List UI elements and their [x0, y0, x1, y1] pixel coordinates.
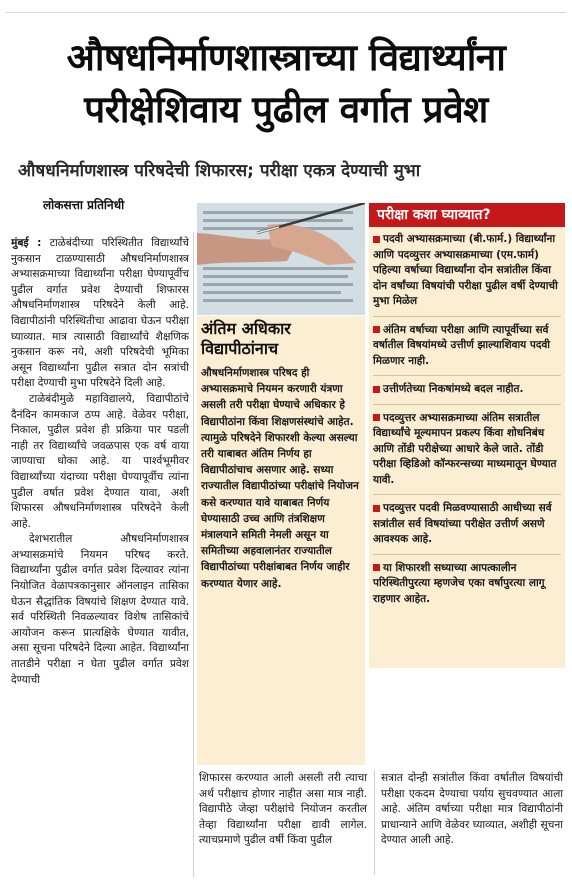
list-item-text: पदव्युत्तर पदवी मिळवण्यासाठी आधीच्या सर्व सत्रांतील सर्व विषयांच्या परीक्षेत उत्तीर्ण असणे आवश्यक आहे.	[373, 502, 552, 545]
article-paragraph-1-text: टाळेबंदीच्या परिस्थितीत विद्यार्थ्यांचे नुकसान टाळण्यासाठी औषधनिर्माणशास्त्र अभ्यासक्रमाच्या विद्यार्थ्यांना परीक्षा घेण्यापूर्वीच पुढील वर्गात प्रवेश देण्याची शिफारस औषधनिर्माणशास्त्र परिषदेने केली आहे. विद्यापीठांनी परिस्थितीचा आढावा घेऊन परीक्षा घ्याव्यात. मात्र त्यासाठी विद्यार्थ्यांचे शैक्षणिक नुकसान करू नये, अशी परिषदेची भूमिका असून विद्यार्थ्यांना पुढील सत्रात दोन सत्रांची परीक्षा देण्याची मुभा परिषदेने दिली आहे.	[11, 237, 189, 390]
byline: लोकसत्ता प्रतिनिधी	[43, 198, 125, 212]
list-item-text: अंतिम वर्षाच्या परीक्षा आणि त्यापूर्वीच्या सर्व वर्षातील विषयांमध्ये उत्तीर्ण झाल्याशिवाय पदवी मिळणार नाही.	[373, 323, 551, 367]
sidebar-title: अंतिम अधिकार विद्यापीठांनाच	[201, 319, 291, 358]
headline-line-1: औषधनिर्माणशास्त्राच्या विद्यार्थ्यांना	[66, 36, 506, 79]
article-paragraph-1	[11, 236, 189, 392]
headline-line-2: परीक्षेशिवाय पुढील वर्गात प्रवेश	[84, 88, 488, 131]
list-item	[373, 323, 561, 377]
article-column-2: शिफारस करण्यात आली असली तरी त्याचा अर्थ परीक्षाच होणार नाहीत असा मात्र नाही. विद्यापीठे जेव्हा परीक्षांचे नियोजन करतील तेव्हा विद्यार्थ्यांना परीक्षा द्यावी लागेल. त्याचप्रमाणे पुढील वर्षी किंवा पुढील	[199, 772, 367, 847]
column-divider	[374, 770, 375, 875]
article-column-1	[11, 236, 189, 876]
list-item	[373, 382, 561, 405]
bullet-square-icon	[373, 505, 380, 512]
list-item-text: उत्तीर्णतेच्या निकषांमध्ये बदल नाहीत.	[383, 383, 524, 395]
bullet-square-icon	[373, 236, 380, 243]
bullet-square-icon	[373, 414, 380, 421]
column-divider	[193, 232, 194, 877]
dateline: मुंबई :	[11, 237, 42, 249]
subheadline: औषधनिर्माणशास्त्र परिषदेची शिफारस; परीक्षा एकत्र देण्याची मुभा	[18, 161, 421, 181]
exam-photo	[197, 203, 365, 315]
list-item	[373, 561, 561, 614]
sidebar-body: औषधनिर्माणशास्त्र परिषद ही अभ्यासक्रमाचे नियमन करणारी यंत्रणा असली तरी परीक्षा घेण्याचे अधिकार हे विद्यापीठांना किंवा शिक्षणसंस्थांचे आहेत. त्यामुळे परिषदेने शिफारशी केल्या असल्या तरी याबाबत अंतिम निर्णय हा विद्यापीठांचाच असणार आहे. सध्या राज्यातील विद्यापीठांच्या परीक्षांचे नियोजन कसे करण्यात यावे याबाबत निर्णय घेण्यासाठी उच्च आणि तंत्रशिक्षण मंत्रालयाने समिती नेमली असून या समितीच्या अहवालानंतर राज्यातील विद्यापीठांच्या परीक्षांबाबत निर्णय जाहीर करण्यात येणार आहे.	[201, 367, 359, 590]
bullet-square-icon	[373, 386, 380, 393]
list-item	[373, 411, 561, 496]
top-rule	[6, 12, 566, 13]
panel-title: परीक्षा कशा घ्याव्यात?	[369, 203, 565, 227]
panel-list	[373, 232, 561, 619]
list-item-text: पदव्युत्तर अभ्यासक्रमाच्या अंतिम सत्रातील विद्यार्थ्यांचे मूल्यमापन प्रकल्प किंवा शोधनिबंध आणि तोंडी परीक्षेच्या आधारे केले जाते. तोंडी परीक्षा व्हिडिओ कॉन्फरन्सच्या माध्यमातून घेण्यात यावी.	[373, 411, 557, 486]
list-item	[373, 501, 561, 555]
exam-sheet-writing-photo	[197, 203, 365, 315]
article-column-3: सत्रात दोन्ही सत्रांतील किंवा वर्षातील विषयांची परीक्षा एकदम देण्याचा पर्याय सुचवण्यात आला आहे. अंतिम वर्षाच्या परीक्षा मात्र विद्यापीठांनी प्राधान्याने आणि वेळेवर घ्याव्यात, अशीही सूचना देण्यात आली आहे.	[381, 772, 563, 847]
article-paragraph-2: टाळेबंदीमुळे महाविद्यालये, विद्यापीठांचे दैनंदिन कामकाज ठप्प आहे. वेळेवर परीक्षा, निकाल, पुढील प्रवेश ही प्रक्रिया पार पडली नाही तर विद्यार्थ्यांचे जवळपास एक वर्ष वाया जाण्याचा धोका आहे. या पार्श्वभूमीवर विद्यार्थ्यांच्या यंदाच्या परीक्षा घेण्यापूर्वीच त्यांना पुढील वर्षात प्रवेश देण्यात यावा, अशी शिफारस औषधनिर्माणशास्त्र परिषदेने केली आहे.	[11, 392, 189, 530]
headline	[6, 32, 566, 136]
list-item	[373, 232, 561, 317]
article-paragraph-3: देशभरातील औषधनिर्माणशास्त्र अभ्यासक्रमांचे नियमन परिषद करते. विद्यार्थ्यांना पुढील वर्गात प्रवेश दिल्यावर त्यांना नियोजित वेळापत्रकानुसार ऑनलाइन तासिका घेऊन सैद्धांतिक विषयांचे शिक्षण देण्यात यावे. सर्व परिस्थिती निवळल्यावर विशेष तासिकांचे आयोजन करून प्रात्यक्षिके घेण्यात यावीत, असा सूचना परिषदेने दिल्या आहेत. विद्यार्थ्यांना तातडीने परीक्षा न घेता पुढील वर्गात प्रवेश देण्याची	[11, 533, 189, 686]
list-item-text: या शिफारशी सध्याच्या आपत्कालीन परिस्थितीपुरत्या म्हणजेच एका वर्षापुरत्या लागू राहणार आहेत.	[373, 561, 545, 605]
bullet-square-icon	[373, 326, 380, 333]
bullet-square-icon	[373, 564, 380, 571]
list-item-text: पदवी अभ्यासक्रमाच्या (बी.फार्म.) विद्यार्थ्यांना आणि पदव्युत्तर अभ्यासक्रमाच्या (एम.फार्म) पहिल्या वर्षाच्या विद्यार्थ्यांना दोन सत्रांतील किंवा दोन वर्षांच्या विषयांची परीक्षा पुढील वर्षी देण्याची मुभा मिळेल	[373, 233, 558, 307]
